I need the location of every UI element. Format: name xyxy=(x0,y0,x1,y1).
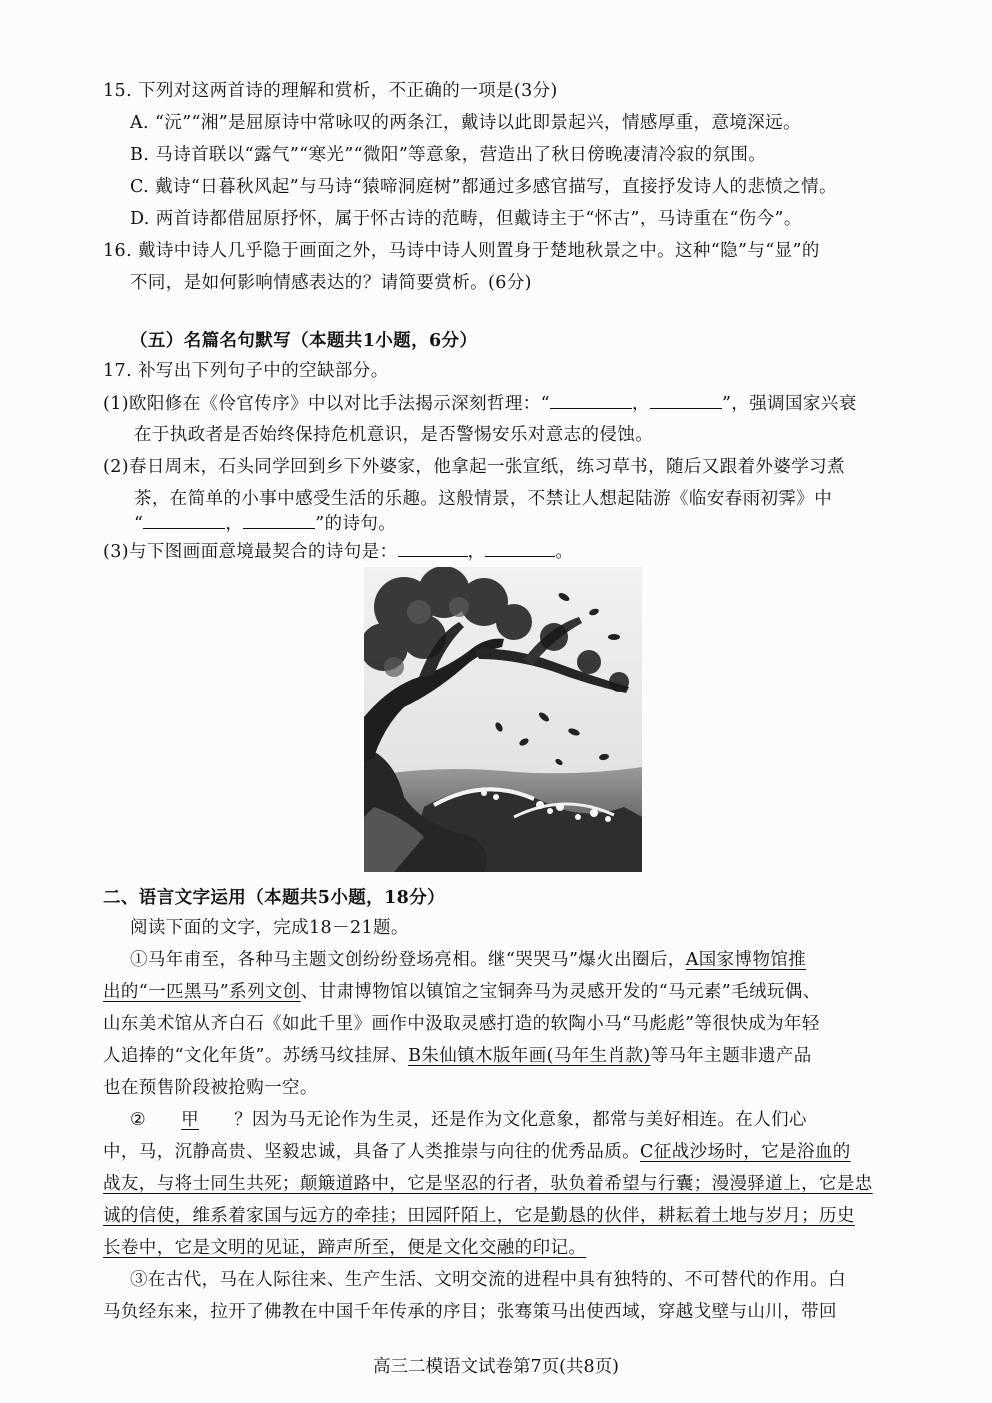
blank-jia[interactable]: 甲 xyxy=(181,1110,200,1130)
q17-stem: 17. 补写出下列句子中的空缺部分。 xyxy=(103,361,389,381)
para1-l2-text: 、甘肃博物馆以镇馆之宝铜奔马为灵感开发的“马元素”毛绒玩偶、 xyxy=(300,982,821,1002)
q17-p2-line-2: 茶，在简单的小事中感受生活的乐趣。这般情景，不禁让人想起陆游《临安春雨初霁》中 xyxy=(134,489,833,509)
section-2-heading: 二、语言文字运用（本题共5小题，18分） xyxy=(103,888,446,908)
q17-part-1 xyxy=(103,392,857,415)
q17-p2-line-3 xyxy=(134,512,396,535)
answer-blank[interactable] xyxy=(398,540,468,557)
para1-line-3: 山东美术馆从齐白石《如此千里》画作中汲取灵感打造的软陶小马“马彪彪”等很快成为年轻 xyxy=(103,1014,820,1034)
para3-line-1: ③在古代，马在人际往来、生产生活、文明交流的进程中具有独特的、不可替代的作用。白 xyxy=(130,1270,846,1290)
tree-and-waves-illustration xyxy=(364,567,642,872)
q17-p2-open-quote: “ xyxy=(134,514,144,534)
q15-option-c: C. 戴诗“日暮秋风起”与马诗“猿啼洞庭树”都通过多感官描写，直接抒发诗人的悲愤之情。 xyxy=(130,177,837,197)
para2-l1-text: ？因为马无论作为生灵，还是作为文化意象，都常与美好相连。在人们心 xyxy=(234,1110,807,1130)
section-5-heading: （五）名篇名句默写（本题共1小题，6分） xyxy=(130,331,478,351)
para2-line-1 xyxy=(130,1109,807,1131)
q17-p2-comma: ， xyxy=(225,514,244,534)
q17-p1-text-a: (1)欧阳修在《伶官传序》中以对比手法揭示深刻哲理：“ xyxy=(103,394,551,414)
q17-p2-text-b: ”的诗句。 xyxy=(315,514,397,534)
q15-stem: 15. 下列对这两首诗的理解和赏析，不正确的一项是(3分) xyxy=(103,81,558,101)
q17-p3-text-a: (3)与下图画面意境最契合的诗句是： xyxy=(103,542,398,562)
q17-p1-line-2: 在于执政者是否始终保持危机意识，是否警惕安乐对意志的侵蚀。 xyxy=(134,425,654,445)
para1-l4-text-c: 等马年主题非遗产品 xyxy=(650,1046,812,1066)
para2-line-5: 长卷中，它是文明的见证，蹄声所至，便是文化交融的印记。 xyxy=(103,1238,587,1258)
reading-intro: 阅读下面的文字，完成18－21题。 xyxy=(130,918,409,938)
q17-part-3 xyxy=(103,540,573,563)
answer-blank[interactable] xyxy=(550,392,632,409)
para2-l2-text: 中，马，沉静高贵、坚毅忠诚，具备了人类推崇与向往的优秀品质。 xyxy=(103,1142,640,1162)
underlined-part-b: B朱仙镇木版年画(马年生肖款) xyxy=(408,1046,651,1066)
underlined-part-a: A国家博物馆推 xyxy=(685,950,807,970)
para1-line-2 xyxy=(103,981,821,1003)
q17-p3-comma: ， xyxy=(467,542,486,562)
para1-line-5: 也在预售阶段被抢购一空。 xyxy=(103,1078,318,1098)
answer-blank[interactable] xyxy=(650,392,722,409)
answer-blank[interactable] xyxy=(243,512,315,529)
para2-line-3: 战友，与将士同生共死；颠簸道路中，它是坚忍的行者，驮负着希望与行囊；漫漫驿道上，它是忠 xyxy=(103,1174,873,1194)
para1-l4-text-a: 人追捧的“文化年货”。苏绣马纹挂屏、 xyxy=(103,1046,409,1066)
q16-line-1: 16. 戴诗中诗人几乎隐于画面之外，马诗中诗人则置身于楚地秋景之中。这种“隐”与“显”的 xyxy=(103,241,820,261)
underlined-part-a-cont: 出的“一匹黑马”系列文创 xyxy=(103,982,301,1002)
ink-painting-image xyxy=(364,567,642,872)
underlined-part-c: C征战沙场时，它是浴血的 xyxy=(640,1142,851,1162)
q15-option-a: A. “沅”“湘”是屈原诗中常咏叹的两条江，戴诗以此即景起兴，情感厚重，意境深远。 xyxy=(130,113,801,133)
answer-blank[interactable] xyxy=(143,512,225,529)
para2-line-2 xyxy=(103,1141,851,1163)
q15-option-b: B. 马诗首联以“露气”“寒光”“微阳”等意象，营造出了秋日傍晚凄清冷寂的氛围。 xyxy=(130,145,767,165)
para1-line-1 xyxy=(130,949,806,971)
para2-line-4: 诚的信使，维系着家国与远方的牵挂；田园阡陌上，它是勤恳的伙伴，耕耘着土地与岁月；历史 xyxy=(103,1206,855,1226)
q17-p3-period: 。 xyxy=(555,542,574,562)
para2-number: ② xyxy=(130,1110,147,1130)
para1-l1-text: ①马年甫至，各种马主题文创纷纷登场亮相。继“哭哭马”爆火出圈后， xyxy=(130,950,686,970)
q15-option-d: D. 两首诗都借屈原抒怀，属于怀古诗的范畴，但戴诗主于“怀古”，马诗重在“伤今”。 xyxy=(130,209,802,229)
para3-line-2: 马负经东来，拉开了佛教在中国千年传承的序目；张骞策马出使西域，穿越戈壁与山川，带回 xyxy=(103,1302,837,1322)
q17-p1-text-b: ”，强调国家兴衰 xyxy=(721,394,857,414)
answer-blank[interactable] xyxy=(485,540,555,557)
page-footer: 高三二模语文试卷第7页(共8页) xyxy=(373,1357,619,1377)
q17-p1-comma: ， xyxy=(632,394,650,414)
para1-line-4 xyxy=(103,1045,812,1067)
q17-p2-line-1: (2)春日周末，石头同学回到乡下外婆家，他拿起一张宣纸，练习草书，随后又跟着外婆学习煮 xyxy=(103,457,845,477)
q16-line-2: 不同，是如何影响情感表达的？请简要赏析。(6分) xyxy=(130,273,532,293)
